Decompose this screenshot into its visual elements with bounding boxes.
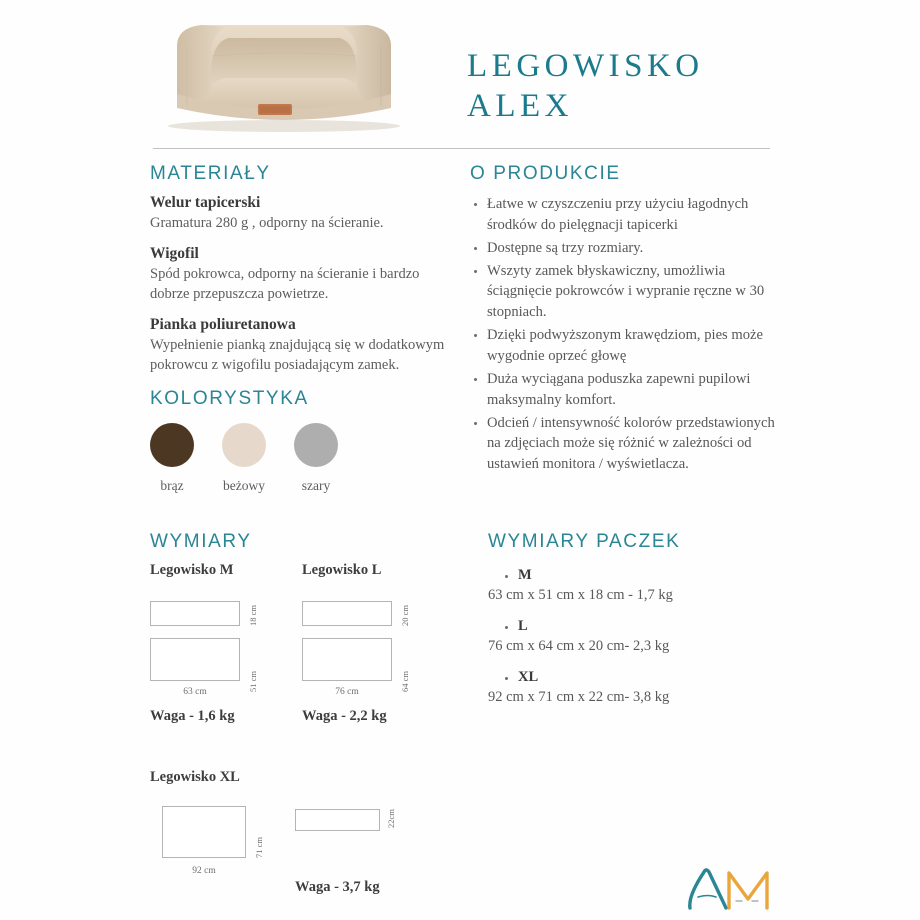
product-title [467, 16, 704, 127]
size-block-m [150, 562, 300, 725]
header-divider [153, 148, 770, 149]
depth-label: 71 cm [254, 836, 264, 858]
top-view-box [302, 638, 392, 681]
material-name: Welur tapicerski [150, 194, 261, 211]
package-item [488, 618, 798, 655]
title-line-2: ALEX [467, 88, 573, 125]
dimensions-section [150, 531, 450, 895]
left-column [150, 163, 450, 494]
material-item [150, 316, 450, 376]
diagram-m [150, 601, 300, 697]
weight-label: Waga - 1,6 kg [150, 708, 235, 724]
height-label: 20 cm [400, 604, 410, 626]
package-size: M [488, 567, 798, 584]
height-label: 18 cm [248, 604, 258, 626]
material-desc: Gramatura 280 g , odporny na ścieranie. [150, 215, 384, 231]
about-bullet: Dostępne są trzy rozmiary. [470, 238, 780, 259]
swatch-label: beżowy [223, 477, 265, 493]
package-item [488, 567, 798, 604]
am-logo [686, 866, 772, 912]
about-bullet: Duża wyciągana poduszka zapewni pupilowi maksymalny komfort. [470, 369, 780, 411]
width-label: 92 cm [192, 866, 216, 876]
diagram-l [302, 601, 452, 697]
swatch-label: brąz [160, 477, 184, 493]
package-size: XL [488, 669, 798, 686]
top-view-box [150, 638, 240, 681]
size-block-l [302, 562, 452, 725]
height-label: 22cm [386, 809, 396, 828]
material-desc: Wypełnienie pianką znajdującą się w dodatkowym pokrowcu z wigofilu posiadającym zamek. [150, 336, 445, 374]
packages-heading: WYMIARY PACZEK [488, 531, 681, 552]
color-option-brown[interactable] [150, 423, 194, 494]
title-line-1: LEGOWISKO [467, 48, 704, 84]
swatch-circle [222, 423, 266, 467]
material-item [150, 194, 450, 234]
depth-label: 51 cm [248, 670, 258, 692]
swatch-label: szary [301, 477, 331, 493]
weight-label: Waga - 3,7 kg [295, 879, 380, 895]
hero-section [153, 16, 770, 136]
size-diagrams [150, 562, 450, 895]
package-list [488, 567, 798, 706]
width-label: 63 cm [183, 687, 207, 697]
size-block-xl [150, 769, 450, 896]
logo-letter-m [729, 873, 767, 908]
color-swatch-row [150, 423, 450, 494]
dimensions-heading: WYMIARY [150, 531, 252, 552]
logo-letter-a [690, 870, 726, 908]
side-view-box [150, 601, 240, 626]
am-logo-mark [686, 866, 772, 912]
color-option-beige[interactable] [222, 423, 266, 494]
about-bullet: Łatwe w czyszczeniu przy użyciu łagodnych środków do pielęgnacji tapicerki [470, 194, 780, 236]
width-label: 76 cm [335, 687, 359, 697]
about-heading: O PRODUKCIE [470, 163, 621, 184]
about-bullet: Dzięki podwyższonym krawędziom, pies może wygodnie oprzeć głowę [470, 325, 780, 367]
package-dims: 63 cm x 51 cm x 18 cm - 1,7 kg [488, 587, 673, 603]
depth-label: 64 cm [400, 670, 410, 692]
material-name: Wigofil [150, 244, 199, 262]
right-column [470, 163, 780, 477]
product-photo [153, 16, 415, 136]
color-option-gray[interactable] [294, 423, 338, 494]
swatch-circle [150, 423, 194, 467]
package-size: L [488, 618, 798, 635]
size-name: Legowisko M [150, 562, 234, 578]
about-bullet: Wszyty zamek błyskawiczny, umożliwia ściągnięcie pokrowców i wypranie ręczne w 30 stopniach. [470, 261, 780, 324]
packages-section [488, 531, 798, 720]
side-view-box [302, 601, 392, 626]
side-view-box [295, 809, 380, 831]
swatch-circle [294, 423, 338, 467]
material-desc: Spód pokrowca, odporny na ścieranie i bardzo dobrze przepuszcza powietrze. [150, 265, 420, 303]
material-name: Pianka poliuretanowa [150, 315, 296, 333]
weight-label: Waga - 2,2 kg [302, 708, 387, 724]
package-dims: 76 cm x 64 cm x 20 cm- 2,3 kg [488, 638, 670, 654]
size-name: Legowisko L [302, 562, 382, 578]
size-name: Legowisko XL [150, 769, 240, 785]
about-bullet-list [470, 194, 780, 475]
colors-heading: KOLORYSTYKA [150, 387, 309, 409]
dog-bed-illustration [153, 16, 415, 136]
top-view-box [162, 806, 246, 858]
about-bullet: Odcień / intensywność kolorów przedstawionych na zdjęciach może się różnić w zależności od ustawień monitora / wyświetlacza. [470, 413, 780, 476]
diagram-xl [150, 806, 450, 896]
package-dims: 92 cm x 71 cm x 22 cm- 3,8 kg [488, 689, 670, 705]
materials-heading: MATERIAŁY [150, 163, 271, 184]
material-item [150, 245, 450, 305]
package-item [488, 669, 798, 706]
